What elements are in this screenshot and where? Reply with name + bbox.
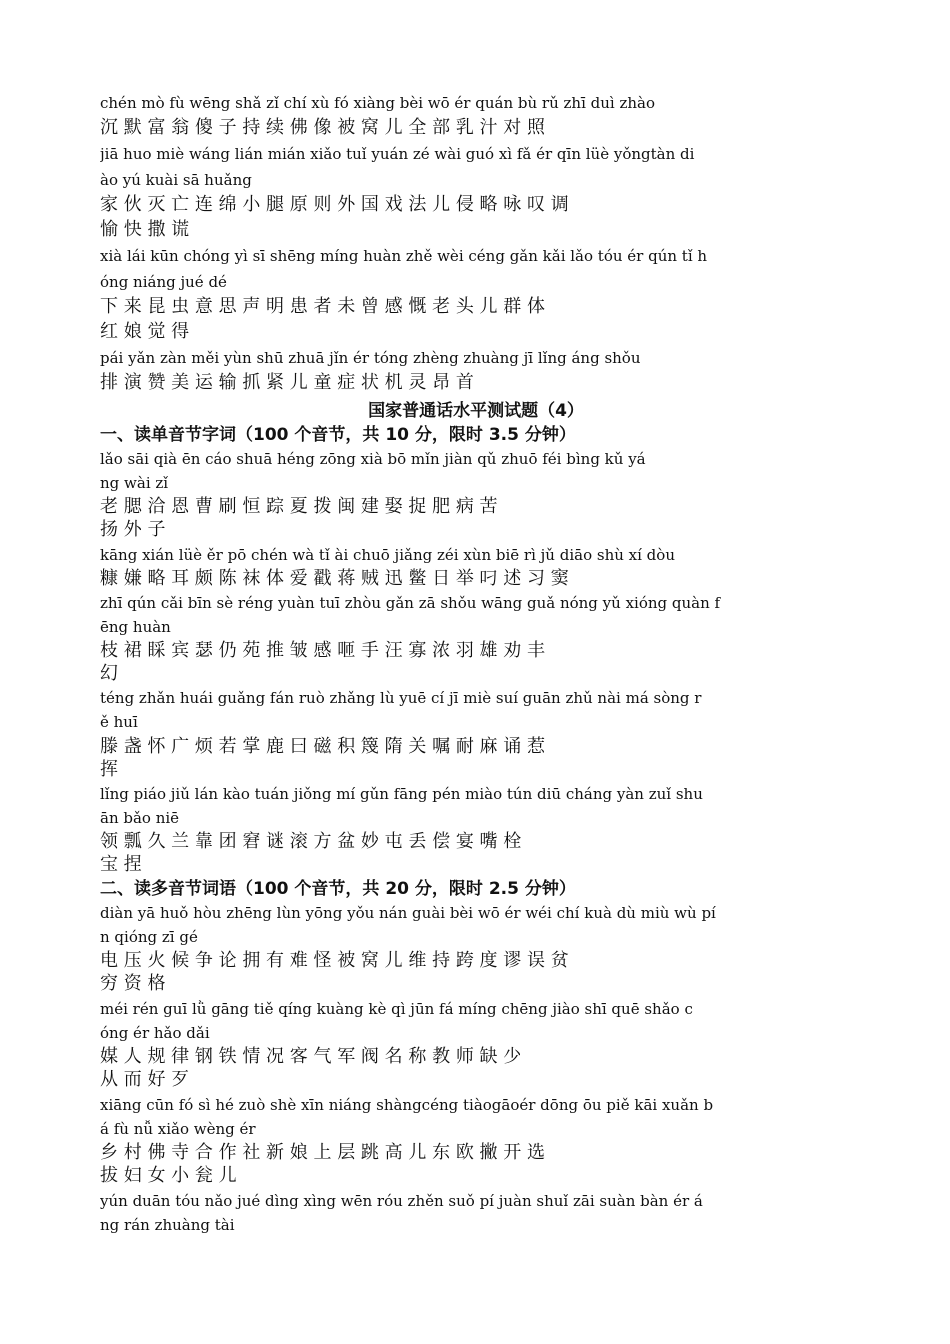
pinyin-line: diàn yā huǒ hòu zhēng lùn yōng yǒu nán guài bèi wō ér wéi chí kuà dù miù wù pí xyxy=(100,904,716,922)
hanzi-line: 从 而 好 歹 xyxy=(100,1069,190,1090)
pinyin-line: ng wài zǐ xyxy=(100,474,169,492)
hanzi-line: 穷 资 格 xyxy=(100,973,166,994)
pinyin-line: kāng xián lüè ěr pō chén wà tǐ ài chuō jiǎng zéi xùn biē rì jǔ diāo shù xí dòu xyxy=(100,546,675,564)
hanzi-line: 枝 裙 睬 宾 瑟 仍 苑 推 皱 感 咂 手 汪 寡 浓 羽 雄 劝 丰 xyxy=(100,640,545,661)
hanzi-line: 领 瓢 久 兰 靠 团 窘 谜 滚 方 盆 妙 屯 丢 偿 宴 嘴 栓 xyxy=(100,831,522,852)
pinyin-line: ān bǎo niē xyxy=(100,809,180,827)
pinyin-line: jiā huo miè wáng lián mián xiǎo tuǐ yuán zé wài guó xì fǎ ér qīn lüè yǒngtàn di xyxy=(100,145,695,163)
test-title: 国家普通话水平测试题（4） xyxy=(368,401,584,421)
hanzi-line: 家 伙 灭 亡 连 绵 小 腿 原 则 外 国 戏 法 儿 侵 略 咏 叹 调 xyxy=(100,194,569,215)
hanzi-line: 挥 xyxy=(100,759,118,780)
hanzi-line: 电 压 火 候 争 论 拥 有 难 怪 被 窝 儿 维 持 跨 度 谬 误 贫 xyxy=(100,950,569,971)
pinyin-line: téng zhǎn huái guǎng fán ruò zhǎng lù yuē cí jī miè suí guān zhǔ nài má sòng r xyxy=(100,689,702,707)
hanzi-line: 糠 嫌 略 耳 颇 陈 袜 体 爱 戳 蒋 贼 迅 鳖 日 举 叼 述 习 窦 xyxy=(100,568,569,589)
hanzi-line: 红 娘 觉 得 xyxy=(100,321,190,342)
hanzi-line: 宝 捏 xyxy=(100,854,142,875)
pinyin-line: ě huī xyxy=(100,713,138,731)
pinyin-line: zhī qún cǎi bīn sè réng yuàn tuī zhòu gǎn zā shǒu wāng guǎ nóng yǔ xióng quàn f xyxy=(100,594,721,612)
pinyin-line: á fù nǚ xiǎo wèng ér xyxy=(100,1120,256,1138)
hanzi-line: 幻 xyxy=(100,663,118,684)
pinyin-line: ng rán zhuàng tài xyxy=(100,1216,235,1234)
pinyin-line: pái yǎn zàn měi yùn shū zhuā jǐn ér tóng zhèng zhuàng jī lǐng áng shǒu xyxy=(100,349,641,367)
pinyin-line: lǎo sāi qià ēn cáo shuā héng zōng xià bō mǐn jiàn qǔ zhuō féi bìng kǔ yá xyxy=(100,450,646,468)
pinyin-line: n qióng zī gé xyxy=(100,928,198,946)
pinyin-line: ēng huàn xyxy=(100,618,171,636)
pinyin-line: xià lái kūn chóng yì sī shēng míng huàn zhě wèi céng gǎn kǎi lǎo tóu ér qún tǐ h xyxy=(100,247,708,265)
section-1-heading: 一、读单音节字词（100 个音节，共 10 分，限时 3.5 分钟） xyxy=(100,425,576,445)
pinyin-line: chén mò fù wēng shǎ zǐ chí xù fó xiàng bèi wō ér quán bù rǔ zhī duì zhào xyxy=(100,94,656,112)
section-2-heading: 二、读多音节词语（100 个音节，共 20 分，限时 2.5 分钟） xyxy=(100,879,576,899)
pinyin-line: lǐng piáo jiǔ lán kào tuán jiǒng mí gǔn fāng pén miào tún diū cháng yàn zuǐ shu xyxy=(100,785,703,803)
pinyin-line: méi rén guī lǜ gāng tiě qíng kuàng kè qì jūn fá míng chēng jiào shī quē shǎo c xyxy=(100,1000,693,1018)
pinyin-line: óng niáng jué dé xyxy=(100,273,227,291)
hanzi-line: 沉 默 富 翁 傻 子 持 续 佛 像 被 窝 儿 全 部 乳 汁 对 照 xyxy=(100,117,545,138)
pinyin-line: óng ér hǎo dǎi xyxy=(100,1024,210,1042)
pinyin-line: yún duān tóu nǎo jué dìng xìng wēn róu zhěn suǒ pí juàn shuǐ zāi suàn bàn ér á xyxy=(100,1192,703,1210)
hanzi-line: 拔 妇 女 小 瓮 儿 xyxy=(100,1165,237,1186)
hanzi-line: 扬 外 子 xyxy=(100,519,166,540)
hanzi-line: 老 腮 洽 恩 曹 刷 恒 踪 夏 拨 闽 建 娶 捉 肥 病 苦 xyxy=(100,496,498,517)
hanzi-line: 乡 村 佛 寺 合 作 社 新 娘 上 层 跳 高 儿 东 欧 撇 开 选 xyxy=(100,1142,545,1163)
hanzi-line: 排 演 赞 美 运 输 抓 紧 儿 童 症 状 机 灵 昂 首 xyxy=(100,372,474,393)
hanzi-line: 愉 快 撒 谎 xyxy=(100,219,190,240)
pinyin-line: ào yú kuài sā huǎng xyxy=(100,171,252,189)
hanzi-line: 下 来 昆 虫 意 思 声 明 患 者 未 曾 感 慨 老 头 儿 群 体 xyxy=(100,296,545,317)
hanzi-line: 媒 人 规 律 钢 铁 情 况 客 气 军 阀 名 称 教 师 缺 少 xyxy=(100,1046,522,1067)
pinyin-line: xiāng cūn fó sì hé zuò shè xīn niáng shàngcéng tiàogāoér dōng ōu piě kāi xuǎn b xyxy=(100,1096,714,1114)
hanzi-line: 滕 盏 怀 广 烦 若 掌 鹿 曰 磁 积 篾 隋 关 嘱 耐 麻 诵 惹 xyxy=(100,736,545,757)
